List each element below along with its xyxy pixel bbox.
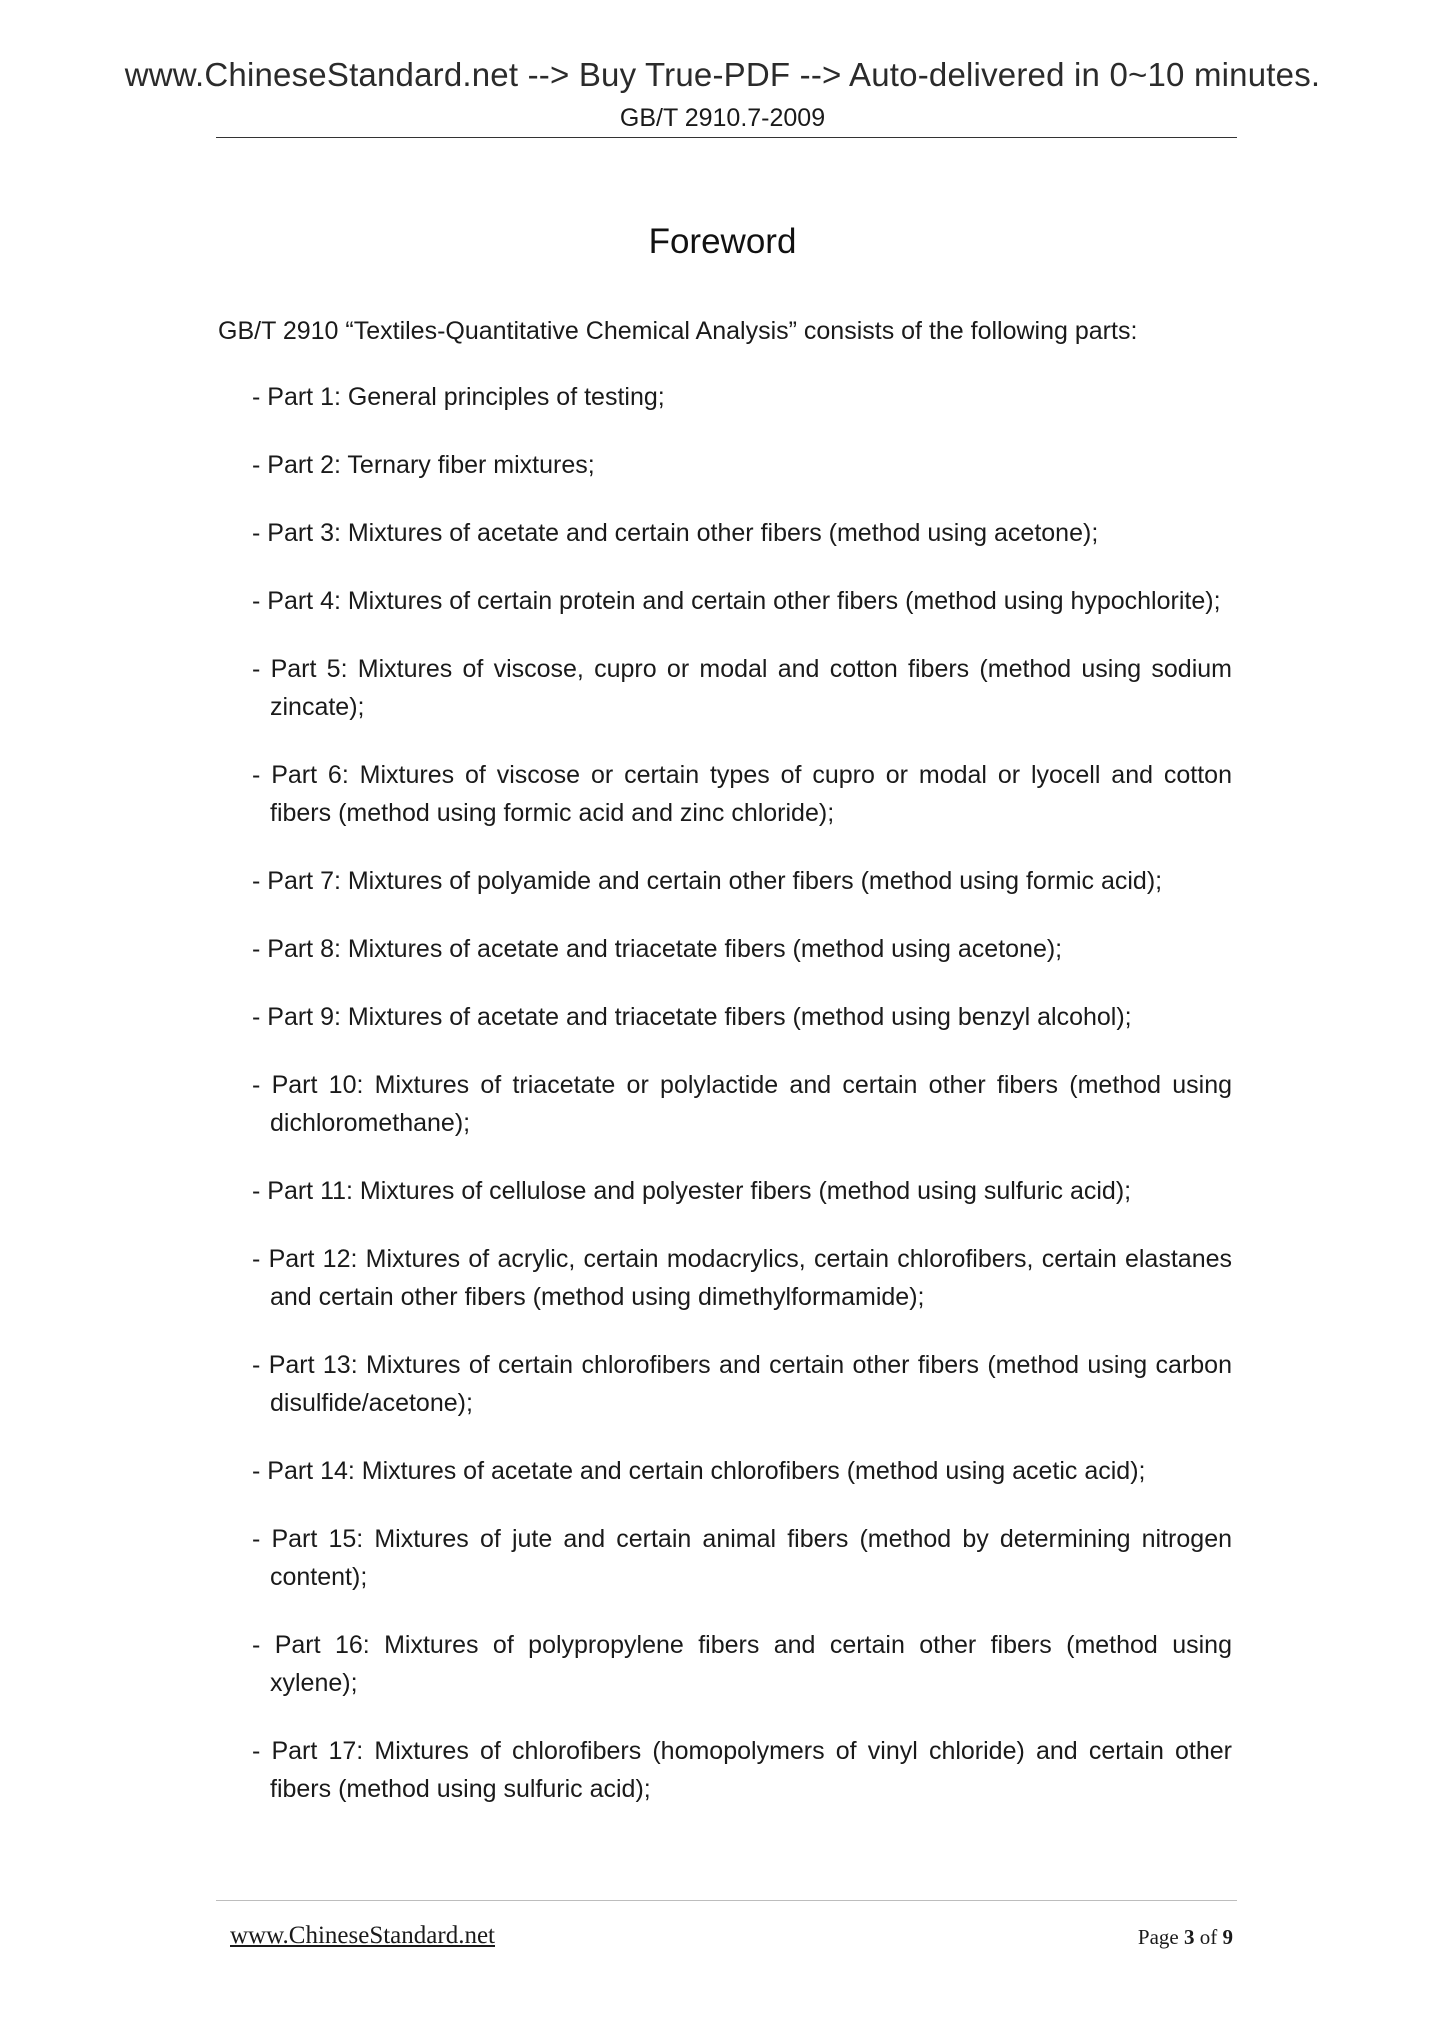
part-item-9: - Part 9: Mixtures of acetate and triacetate fibers (method using benzyl alcohol); xyxy=(252,1003,1132,1031)
parts-list xyxy=(252,378,1232,1838)
part-item-1: - Part 1: General principles of testing; xyxy=(252,383,665,411)
part-item-15: - Part 15: Mixtures of jute and certain animal fibers (method by determining nitrogen content); xyxy=(252,1525,1232,1591)
part-item-7: - Part 7: Mixtures of polyamide and certain other fibers (method using formic acid); xyxy=(252,867,1163,895)
page-title: Foreword xyxy=(648,222,797,261)
intro-paragraph: GB/T 2910 “Textiles-Quantitative Chemical Analysis” consists of the following parts: xyxy=(218,317,1138,345)
part-item-17: - Part 17: Mixtures of chlorofibers (homopolymers of vinyl chloride) and certain other fibers (method using sulfuric acid); xyxy=(252,1737,1232,1803)
part-item-6: - Part 6: Mixtures of viscose or certain types of cupro or modal or lyocell and cotton fibers (method using formic acid and zinc chloride); xyxy=(252,761,1232,827)
part-item-10: - Part 10: Mixtures of triacetate or polylactide and certain other fibers (method using dichloromethane); xyxy=(252,1071,1232,1137)
page-prefix: Page xyxy=(1137,1925,1179,1949)
part-item-16: - Part 16: Mixtures of polypropylene fibers and certain other fibers (method using xylene); xyxy=(252,1631,1232,1697)
part-item-11: - Part 11: Mixtures of cellulose and polyester fibers (method using sulfuric acid); xyxy=(252,1177,1132,1205)
page-total: 9 xyxy=(1222,1925,1233,1949)
part-item-2: - Part 2: Ternary fiber mixtures; xyxy=(252,451,595,479)
site-banner: www.ChineseStandard.net --> Buy True-PDF --> Auto-delivered in 0~10 minutes. xyxy=(124,56,1321,93)
part-item-5: - Part 5: Mixtures of viscose, cupro or modal and cotton fibers (method using sodium zincate); xyxy=(252,655,1232,721)
part-item-12: - Part 12: Mixtures of acrylic, certain modacrylics, certain chlorofibers, certain elastanes and certain other fibers (method using dimethylformamide); xyxy=(252,1245,1232,1311)
page-number xyxy=(1138,1925,1233,1950)
part-item-14: - Part 14: Mixtures of acetate and certain chlorofibers (method using acetic acid); xyxy=(252,1457,1146,1485)
part-item-4: - Part 4: Mixtures of certain protein and certain other fibers (method using hypochlorite); xyxy=(252,587,1221,615)
part-item-13: - Part 13: Mixtures of certain chlorofibers and certain other fibers (method using carbon disulfide/acetone); xyxy=(252,1351,1232,1417)
page-of: of xyxy=(1199,1925,1218,1949)
standard-code: GB/T 2910.7-2009 xyxy=(619,104,826,132)
part-item-8: - Part 8: Mixtures of acetate and triacetate fibers (method using acetone); xyxy=(252,935,1063,963)
footer-divider xyxy=(216,1900,1237,1901)
header-divider xyxy=(216,137,1237,138)
footer-site-link[interactable]: www.ChineseStandard.net xyxy=(230,1922,495,1949)
page-current: 3 xyxy=(1184,1925,1195,1949)
part-item-3: - Part 3: Mixtures of acetate and certain other fibers (method using acetone); xyxy=(252,519,1099,547)
